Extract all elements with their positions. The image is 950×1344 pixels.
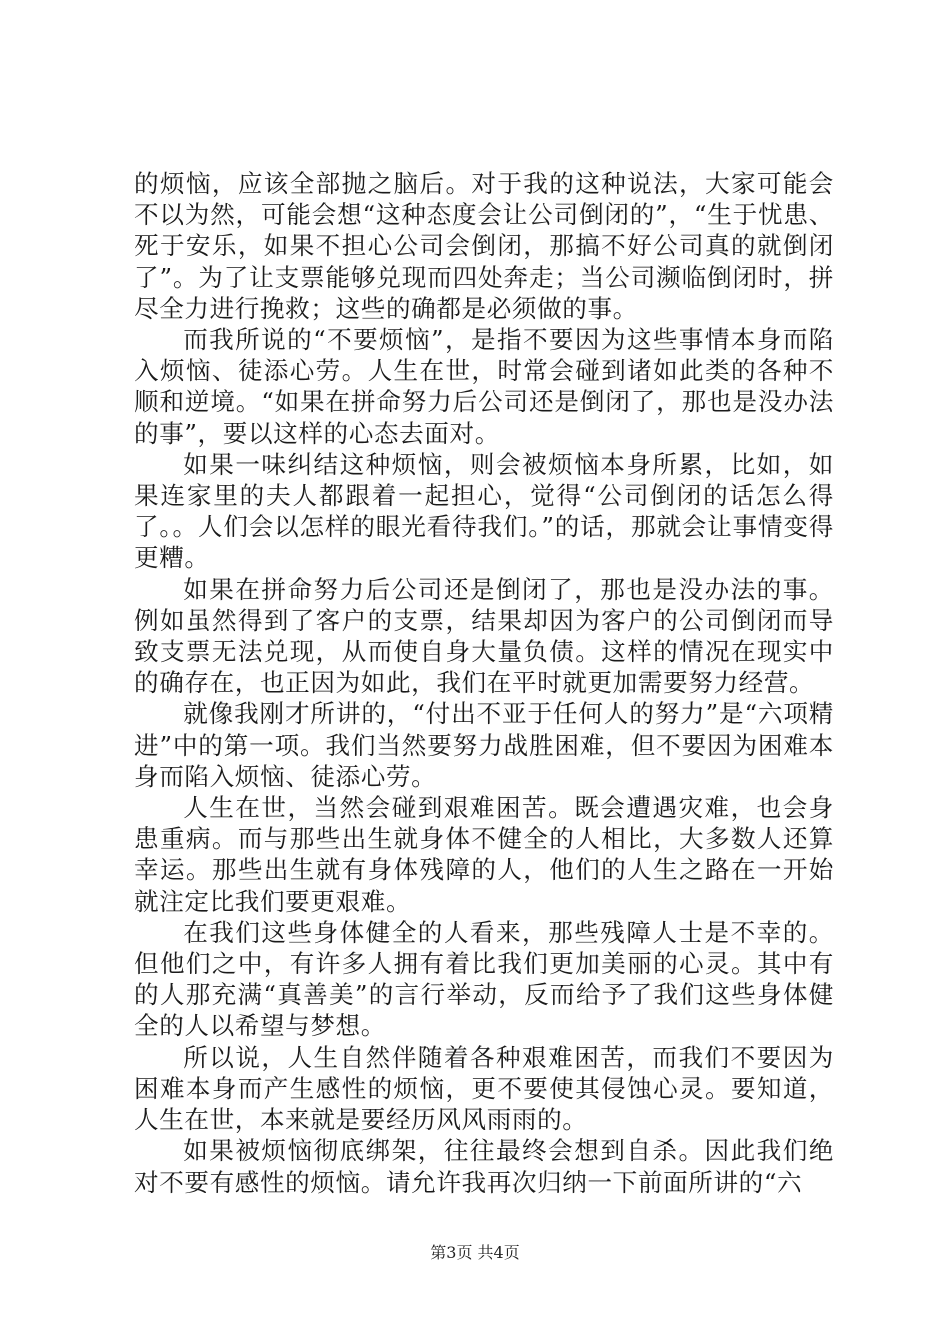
paragraph-1: 的烦恼，应该全部抛之脑后。对于我的这种说法，大家可能会不以为然，可能会想“这种态度会让公司倒闭的”，“生于忧患、死于安乐，如果不担心公司会倒闭，那搞不好公司真的就倒闭了”。为了让支票能够兑现而四处奔走；当公司濒临倒闭时，拼尽全力进行挽救；这些的确都是必须做的事。 [134,169,834,323]
paragraph-8: 所以说，人生自然伴随着各种艰难困苦，而我们不要因为困难本身而产生感性的烦恼，更不要使其侵蚀心灵。要知道，人生在世，本来就是要经历风风雨雨的。 [134,1042,834,1135]
body-text [134,168,834,1198]
paragraph-5: 就像我刚才所讲的，“付出不亚于任何人的努力”是“六项精进”中的第一项。我们当然要努力战胜困难，但不要因为困难本身而陷入烦恼、徒添心劳。 [134,699,834,791]
paragraph-4: 如果在拼命努力后公司还是倒闭了，那也是没办法的事。例如虽然得到了客户的支票，结果却因为客户的公司倒闭而导致支票无法兑现，从而使自身大量负债。这样的情况在现实中的确存在，也正因为如此，我们在平时就更加需要努力经营。 [134,574,834,698]
paragraph-9: 如果被烦恼彻底绑架，往往最终会想到自杀。因此我们绝对不要有感性的烦恼。请允许我再次归纳一下前面所讲的“六 [134,1136,834,1197]
paragraph-6: 人生在世，当然会碰到艰难困苦。既会遭遇灾难，也会身患重病。而与那些出生就身体不健全的人相比，大多数人还算幸运。那些出生就有身体残障的人，他们的人生之路在一开始就注定比我们要更艰难。 [134,793,834,916]
paragraph-3: 如果一味纠结这种烦恼，则会被烦恼本身所累，比如，如果连家里的夫人都跟着一起担心，觉得“公司倒闭的话怎么得了。。人们会以怎样的眼光看待我们。”的话，那就会让事情变得更糟。 [134,449,834,573]
page-footer: 第3页 共4页 [430,1243,520,1262]
paragraph-2: 而我所说的“不要烦恼”，是指不要因为这些事情本身而陷入烦恼、徒添心劳。人生在世，时常会碰到诸如此类的各种不顺和逆境。“如果在拼命努力后公司还是倒闭了，那也是没办法的事”，要以这样的心态去面对。 [134,325,834,448]
paragraph-7: 在我们这些身体健全的人看来，那些残障人士是不幸的。但他们之中，有许多人拥有着比我们更加美丽的心灵。其中有的人那充满“真善美”的言行举动，反而给予了我们这些身体健全的人以希望与梦想。 [134,917,834,1041]
